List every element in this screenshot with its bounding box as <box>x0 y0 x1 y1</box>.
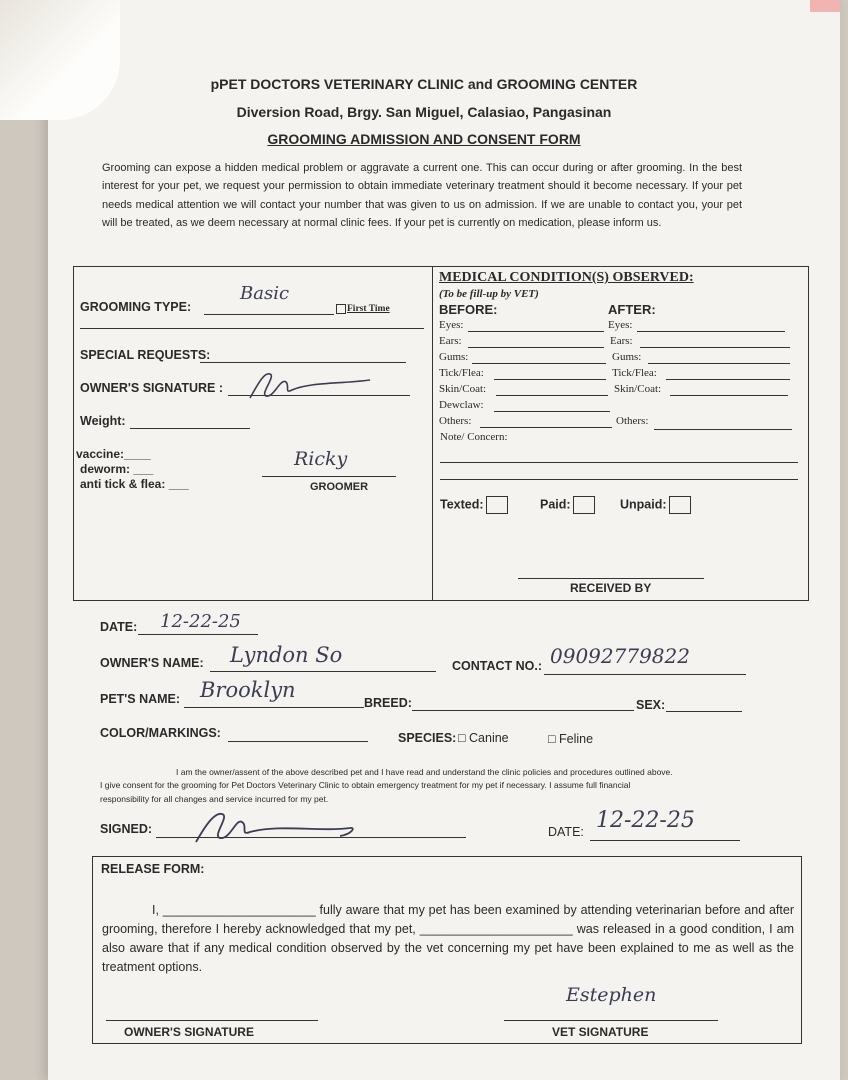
release-title: RELEASE FORM: <box>101 862 205 876</box>
date-label: DATE: <box>100 620 138 634</box>
after-tickflea-line[interactable] <box>666 379 790 380</box>
after-others: Others: <box>616 415 649 427</box>
weight-label: Weight: <box>80 414 126 428</box>
texted-label: Texted: <box>440 497 484 512</box>
column-divider <box>432 266 433 601</box>
special-requests-line[interactable] <box>200 362 406 363</box>
color-label: COLOR/MARKINGS: <box>100 726 221 740</box>
note-label: Note/ Concern: <box>440 431 508 443</box>
before-others-line[interactable] <box>480 427 612 428</box>
antitick-label: anti tick & flea: ___ <box>80 477 189 491</box>
breed-label: BREED: <box>364 696 412 710</box>
date-value[interactable]: 12-22-25 <box>160 611 241 632</box>
before-dewclaw: Dewclaw: <box>439 399 484 411</box>
after-others-line[interactable] <box>654 429 792 430</box>
received-by-label: RECEIVED BY <box>570 581 652 595</box>
texted-checkbox[interactable] <box>440 496 508 514</box>
vet-sig-line[interactable] <box>504 1020 718 1021</box>
paid-checkbox[interactable] <box>540 496 595 514</box>
checkbox-icon <box>336 304 346 314</box>
sex-line[interactable] <box>666 711 742 712</box>
consent-date-value[interactable]: 12-22-25 <box>596 808 695 833</box>
before-skincoat-line[interactable] <box>496 395 608 396</box>
consent-line-1: I am the owner/assent of the above described pet and I have read and understand the clinic policies and procedures outlined above. <box>176 767 673 777</box>
owner-name-label: OWNER'S NAME: <box>100 656 204 670</box>
grooming-type-line <box>204 314 334 315</box>
pet-name-label: PET'S NAME: <box>100 692 181 706</box>
before-ears: Ears: <box>439 335 462 347</box>
form-title: GROOMING ADMISSION AND CONSENT FORM <box>267 131 581 147</box>
pink-note-corner <box>810 0 840 12</box>
before-skincoat: Skin/Coat: <box>439 383 487 395</box>
after-tickflea: Tick/Flea: <box>612 367 657 379</box>
owner-sig-line[interactable] <box>106 1020 318 1021</box>
clinic-name: pPET DOCTORS VETERINARY CLINIC and GROOMING CENTER <box>210 76 638 92</box>
first-time-label: First Time <box>347 304 390 315</box>
contact-label: CONTACT NO.: <box>452 659 543 673</box>
vet-name: Estephen <box>566 984 657 1006</box>
unpaid-box <box>669 496 691 514</box>
paid-box <box>573 496 595 514</box>
before-eyes-line[interactable] <box>468 331 604 332</box>
canine-option[interactable]: □ Canine <box>458 731 509 745</box>
after-gums: Gums: <box>612 351 642 363</box>
date-line[interactable] <box>138 634 258 635</box>
owner-sig-label: OWNER'S SIGNATURE <box>124 1025 254 1039</box>
received-by-line[interactable] <box>518 578 704 579</box>
consent-line-3: responsibility for all changes and service incurred for my pet. <box>100 794 329 804</box>
before-eyes: Eyes: <box>439 319 464 331</box>
texted-box <box>486 496 508 514</box>
unpaid-label: Unpaid: <box>620 497 667 512</box>
signed-signature-scribble <box>190 802 370 848</box>
consent-line-2: I give consent for the grooming for Pet Doctors Veterinary Clinic to obtain emergency treatment for my pet if necessary. I assume full financial <box>100 780 631 790</box>
first-time-checkbox[interactable] <box>336 304 390 314</box>
signed-label: SIGNED: <box>100 822 153 836</box>
vaccine-label: vaccine:____ <box>76 447 151 461</box>
medical-subtitle: (To be fill-up by VET) <box>439 288 539 300</box>
weight-line[interactable] <box>130 428 250 429</box>
intro-paragraph: Grooming can expose a hidden medical problem or aggravate a current one. This can occur during or after grooming. In the best interest for your pet, we request your permission to obtain immediate veterinary treatment should it become necessary. If your pet needs medical attention we will contact your number that was given to us on admission. If we are unable to contact you, your pet will be treated, as we deem necessary at normal clinic fees. If your pet is currently on medication, please inform us. <box>102 162 742 230</box>
after-skincoat: Skin/Coat: <box>614 383 662 395</box>
after-eyes-line[interactable] <box>637 331 785 332</box>
groomer-line[interactable] <box>262 476 396 477</box>
deworm-label: deworm: ___ <box>80 462 154 476</box>
breed-line[interactable] <box>412 710 634 711</box>
before-gums: Gums: <box>439 351 469 363</box>
grooming-extra-line <box>80 328 424 329</box>
unpaid-checkbox[interactable] <box>620 496 691 514</box>
before-label: BEFORE: <box>439 302 498 317</box>
species-label: SPECIES: <box>398 731 457 745</box>
before-tickflea-line[interactable] <box>494 379 606 380</box>
consent-date-label: DATE: <box>548 825 584 839</box>
vet-sig-label: VET SIGNATURE <box>552 1025 649 1039</box>
groomer-name: Ricky <box>294 448 348 470</box>
grooming-type-value[interactable]: Basic <box>240 283 290 304</box>
before-gums-line[interactable] <box>472 363 606 364</box>
pet-name-line[interactable] <box>184 707 364 708</box>
before-ears-line[interactable] <box>468 347 604 348</box>
grooming-type-label: GROOMING TYPE: <box>80 300 192 314</box>
after-skincoat-line[interactable] <box>670 395 788 396</box>
page-curl <box>0 0 120 120</box>
before-others: Others: <box>439 415 472 427</box>
owner-signature-label: OWNER'S SIGNATURE : <box>80 381 224 395</box>
pet-name-value[interactable]: Brooklyn <box>200 678 296 702</box>
color-line[interactable] <box>228 741 368 742</box>
note-line-2[interactable] <box>440 479 798 480</box>
after-ears-line[interactable] <box>640 347 790 348</box>
clinic-address: Diversion Road, Brgy. San Miguel, Calasiao, Pangasinan <box>236 104 612 120</box>
after-eyes: Eyes: <box>608 319 633 331</box>
medical-title: MEDICAL CONDITION(S) OBSERVED: <box>439 270 694 285</box>
after-label: AFTER: <box>608 302 656 317</box>
sex-label: SEX: <box>636 698 666 712</box>
feline-option[interactable]: □ Feline <box>548 732 594 746</box>
owner-signature-scribble <box>240 364 390 404</box>
after-gums-line[interactable] <box>648 363 790 364</box>
consent-date-line[interactable] <box>590 840 740 841</box>
contact-value[interactable]: 09092779822 <box>550 644 690 668</box>
after-ears: Ears: <box>610 335 633 347</box>
special-requests-label: SPECIAL REQUESTS: <box>80 348 211 362</box>
before-dewclaw-line[interactable] <box>494 411 610 412</box>
groomer-label: GROOMER <box>310 481 369 493</box>
before-tickflea: Tick/Flea: <box>439 367 484 379</box>
paid-label: Paid: <box>540 497 571 512</box>
owner-name-line[interactable] <box>210 671 436 672</box>
owner-name-value[interactable]: Lyndon So <box>230 643 343 667</box>
release-text: I, ______________________ fully aware that my pet has been examined by attending veterinarian before and after grooming, therefore I hereby acknowledged that my pet, ______________________ was released in a good condition, I am also aware that if any medical condition observed by the vet concerning my pet have been explained to me as well as the treatment options. <box>102 903 794 974</box>
note-line-1[interactable] <box>440 462 798 463</box>
contact-line[interactable] <box>544 674 746 675</box>
